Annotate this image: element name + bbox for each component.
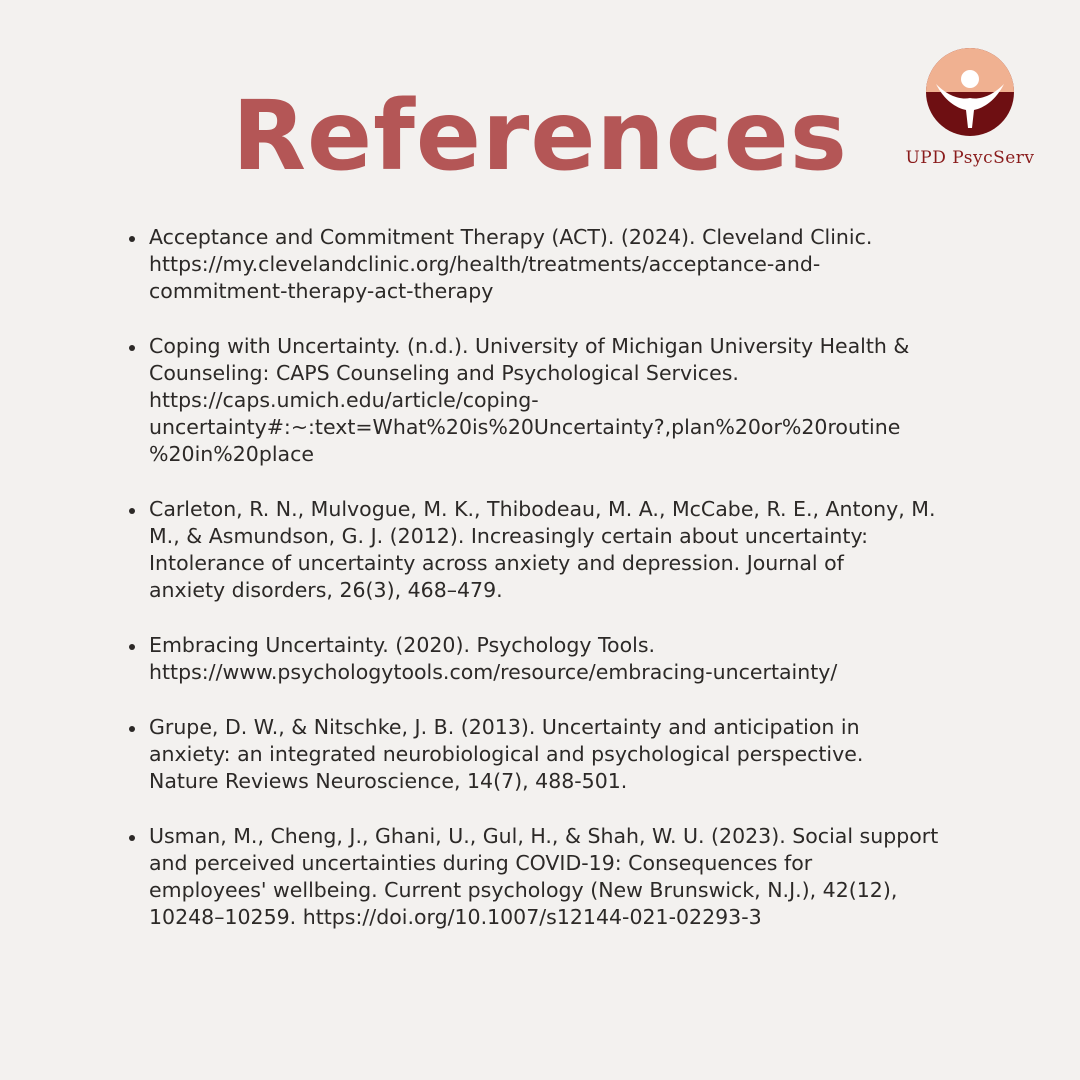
reference-line: Carleton, R. N., Mulvogue, M. K., Thibodeau, M. A., McCabe, R. E., Antony, M. (149, 497, 936, 521)
reference-line: commitment-therapy-act-therapy (149, 279, 494, 303)
reference-line: Counseling: CAPS Counseling and Psychological Services. (149, 361, 739, 385)
reference-line: https://my.clevelandclinic.org/health/treatments/acceptance-and- (149, 252, 821, 276)
reference-item (120, 496, 970, 604)
reference-line: anxiety: an integrated neurobiological and psychological perspective. (149, 742, 864, 766)
reference-line: Acceptance and Commitment Therapy (ACT). (2024). Cleveland Clinic. (149, 225, 873, 249)
page-title: References (232, 80, 848, 192)
reference-item (120, 823, 970, 931)
reference-line: https://caps.umich.edu/article/coping- (149, 388, 539, 412)
reference-line: Coping with Uncertainty. (n.d.). University of Michigan University Health & (149, 334, 910, 358)
reference-item (120, 632, 970, 686)
reference-line: employees' wellbeing. Current psychology (New Brunswick, N.J.), 42(12), (149, 878, 898, 902)
reference-item (120, 224, 970, 305)
reference-line: anxiety disorders, 26(3), 468–479. (149, 578, 503, 602)
reference-line: uncertainty#:~:text=What%20is%20Uncertainty?,plan%20or%20routine (149, 415, 901, 439)
reference-list (120, 224, 970, 959)
reference-line: 10248–10259. https://doi.org/10.1007/s12144-021-02293-3 (149, 905, 762, 929)
reference-line: Nature Reviews Neuroscience, 14(7), 488-501. (149, 769, 628, 793)
logo-emblem-icon (926, 48, 1014, 136)
reference-item (120, 714, 970, 795)
reference-line: Grupe, D. W., & Nitschke, J. B. (2013). Uncertainty and anticipation in (149, 715, 860, 739)
reference-line: Intolerance of uncertainty across anxiety and depression. Journal of (149, 551, 844, 575)
reference-line: %20in%20place (149, 442, 314, 466)
reference-line: https://www.psychologytools.com/resource/embracing-uncertainty/ (149, 660, 838, 684)
reference-line: Usman, M., Cheng, J., Ghani, U., Gul, H., & Shah, W. U. (2023). Social support (149, 824, 939, 848)
reference-line: M., & Asmundson, G. J. (2012). Increasingly certain about uncertainty: (149, 524, 868, 548)
logo-text: UPD PsycServ (905, 148, 1035, 168)
reference-line: and perceived uncertainties during COVID-19: Consequences for (149, 851, 813, 875)
reference-line: Embracing Uncertainty. (2020). Psychology Tools. (149, 633, 656, 657)
reference-item (120, 333, 970, 468)
logo (898, 48, 1042, 178)
